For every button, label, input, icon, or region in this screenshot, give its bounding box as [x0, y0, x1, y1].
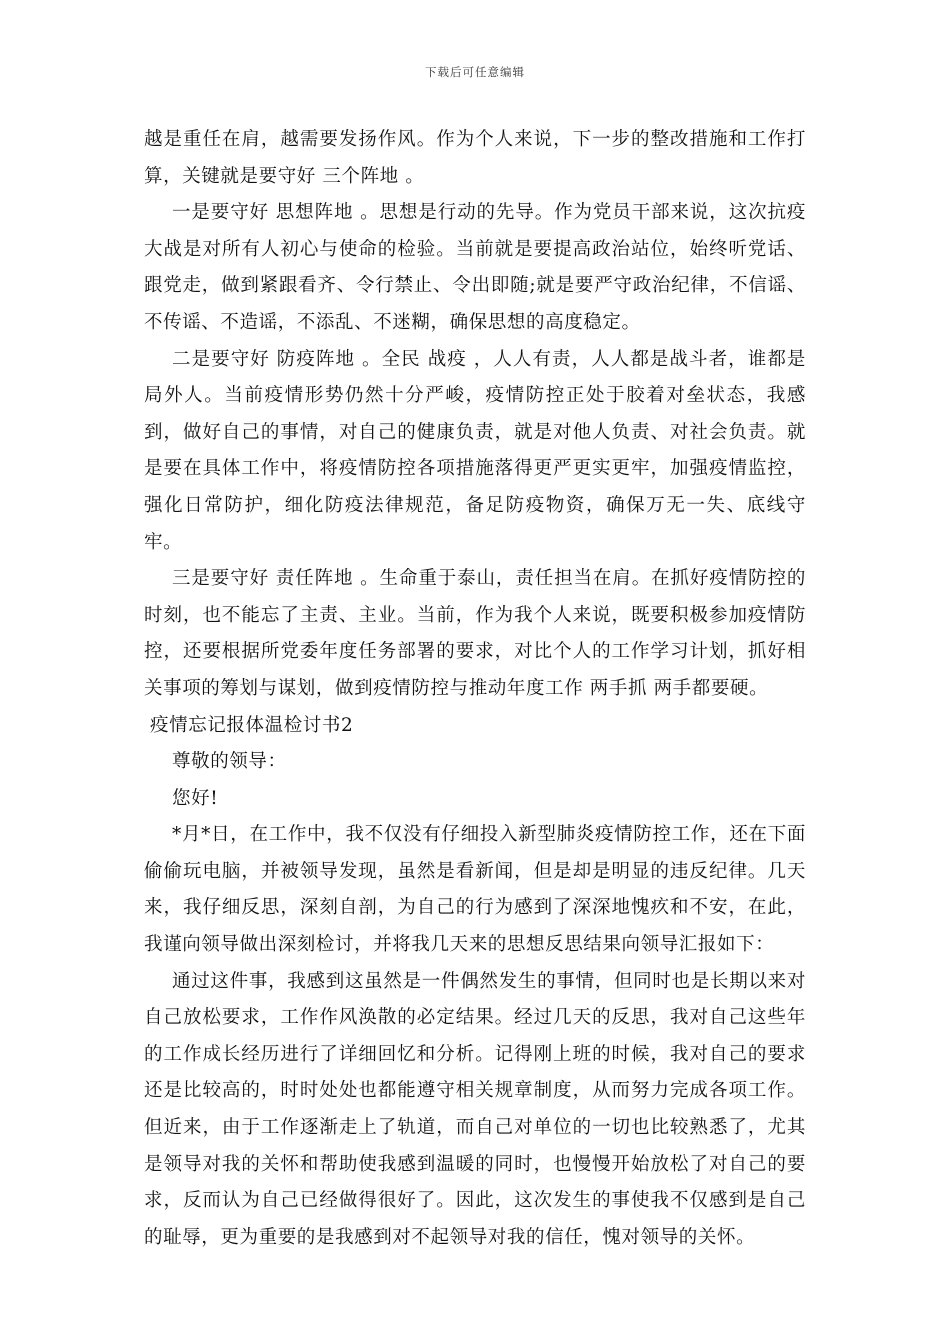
document-body	[144, 122, 806, 1256]
greeting: 您好!	[172, 787, 219, 809]
paragraph-2: 一是要守好 思想阵地 。思想是行动的先导。作为党员干部来说，这次抗疫大战是对所有人初心与使命的检验。当前就是要提高政治站位，始终听党话、跟党走，做到紧跟看齐、令行禁止、令出即随;就是要严守政治纪律，不信谣、不传谣、不造谣，不添乱、不迷糊，确保思想的高度稳定。	[144, 202, 806, 333]
paragraph-3: 二是要守好 防疫阵地 。全民 战疫 ，人人有责，人人都是战斗者，谁都是局外人。当前疫情形势仍然十分严峻，疫情防控正处于胶着对垒状态，我感到，做好自己的事情，对自己的健康负责，就是对他人负责、对社会负责。就是要在具体工作中，将疫情防控各项措施落得更严更实更牢，加强疫情监控，强化日常防护，细化防疫法律规范，备足防疫物资，确保万无一失、底线守牢。	[144, 348, 806, 553]
page-header: 下载后可任意编辑	[425, 65, 525, 79]
paragraph-4: 三是要守好 责任阵地 。生命重于泰山，责任担当在肩。在抓好疫情防控的时刻，也不能忘了主责、主业。当前，作为我个人来说，既要积极参加疫情防控，还要根据所党委年度任务部署的要求，对比个人的工作学习计划，抓好相关事项的筹划与谋划，做到疫情防控与推动年度工作 两手抓 两手都要硬。	[144, 568, 806, 699]
salutation: 尊敬的领导：	[172, 751, 287, 773]
paragraph-6: 通过这件事，我感到这虽然是一件偶然发生的事情，但同时也是长期以来对自己放松要求，工作作风涣散的必定结果。经过几天的反思，我对自己这些年的工作成长经历进行了详细回忆和分析。记得刚上班的时候，我对自己的要求还是比较高的，时时处处也都能遵守相关规章制度，从而努力完成各项工作。但近来，由于工作逐渐走上了轨道，而自己对单位的一切也比较熟悉了，尤其是领导对我的关怀和帮助使我感到温暖的同时，也慢慢开始放松了对自己的要求，反而认为自己已经做得很好了。因此，这次发生的事使我不仅感到是自己的耻辱，更为重要的是我感到对不起领导对我的信任，愧对领导的关怀。	[144, 970, 806, 1248]
paragraph-5: *月*日，在工作中，我不仅没有仔细投入新型肺炎疫情防控工作，还在下面偷偷玩电脑，并被领导发现，虽然是看新闻，但是却是明显的违反纪律。几天来，我仔细反思，深刻自剖，为自己的行为感到了深深地愧疚和不安，在此，我谨向领导做出深刻检讨，并将我几天来的思想反思结果向领导汇报如下：	[144, 824, 806, 956]
paragraph-1: 越是重任在肩，越需要发扬作风。作为个人来说，下一步的整改措施和工作打算，关键就是要守好 三个阵地 。	[144, 129, 806, 187]
section-title: 疫情忘记报体温检讨书2	[150, 714, 354, 736]
